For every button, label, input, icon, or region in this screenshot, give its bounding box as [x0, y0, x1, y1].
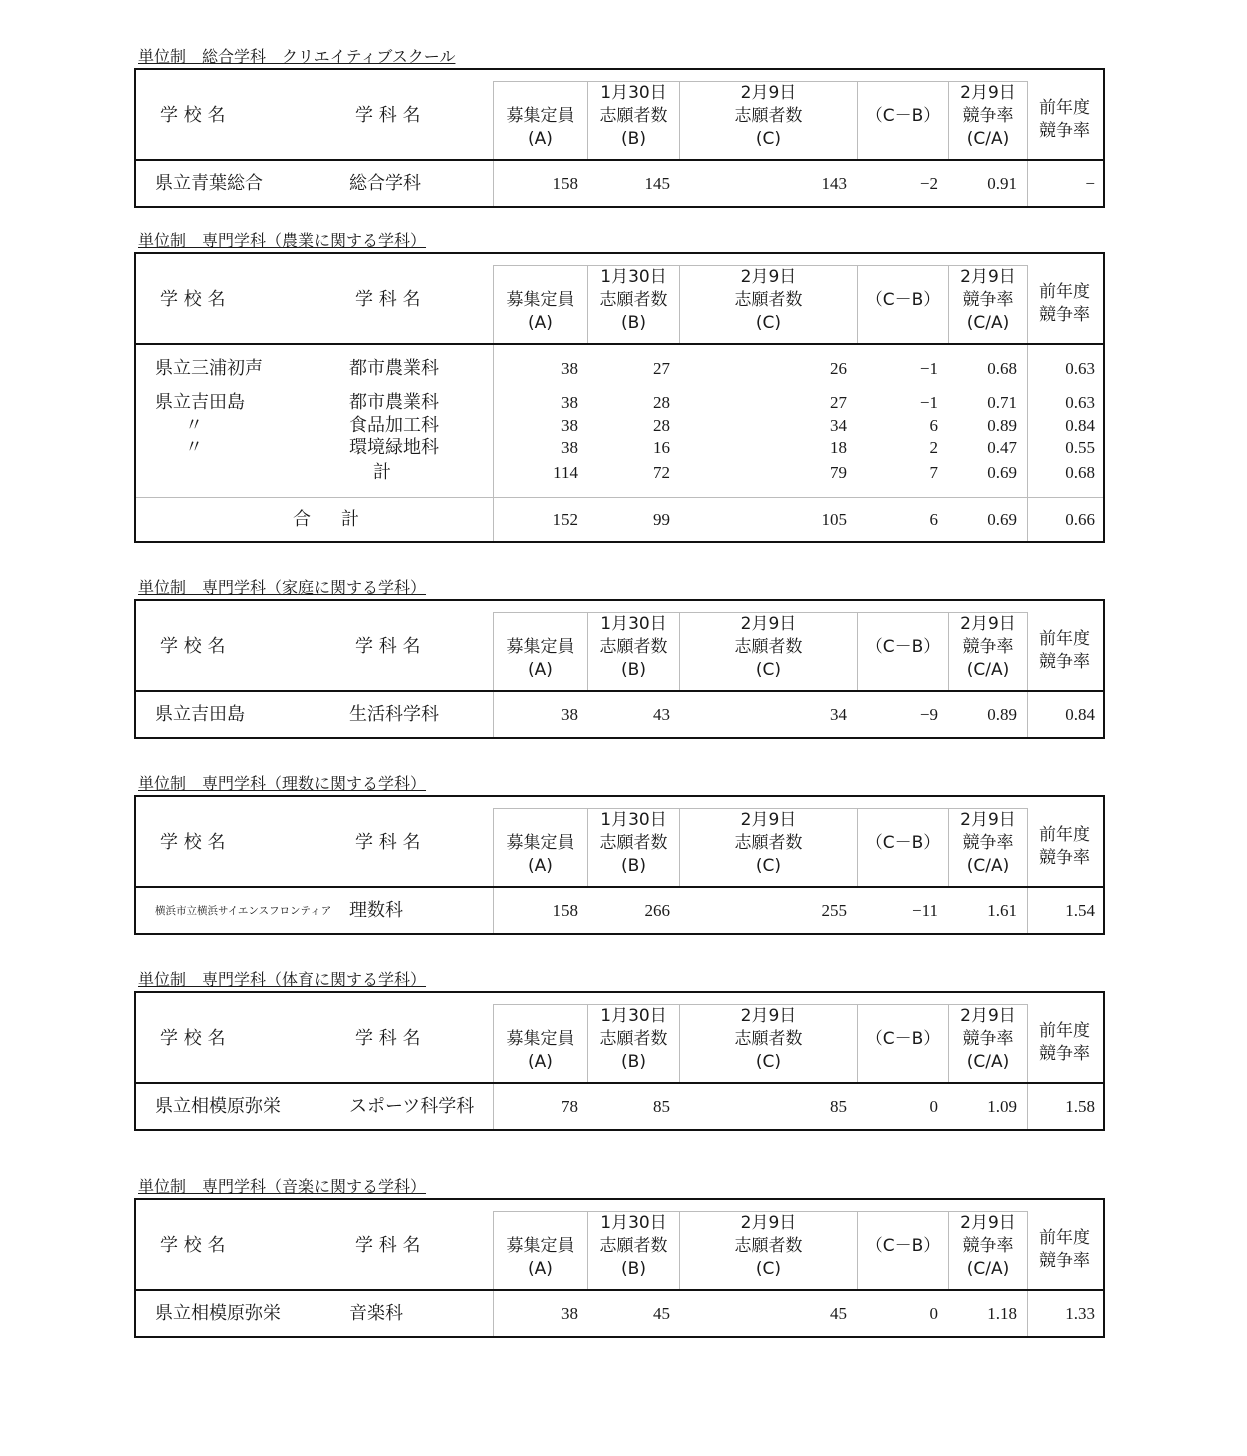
- header-line: 志願者数: [734, 106, 803, 126]
- header-line: 募集定員: [506, 1236, 575, 1256]
- cell-school-ditto: 〃: [185, 415, 203, 436]
- cell-school: 県立三浦初声: [155, 358, 263, 379]
- header-line: (C): [755, 1052, 782, 1072]
- header-line: (C): [755, 313, 782, 333]
- header-jan30-applicants: [587, 81, 679, 159]
- results-table-sogo: [134, 68, 1105, 208]
- table-row: [136, 358, 1103, 380]
- cell-capacity: 38: [561, 438, 578, 457]
- cell-rate: 1.18: [987, 1304, 1017, 1323]
- header-line: 競争率: [962, 637, 1014, 657]
- header-line: 競争率: [1039, 652, 1090, 672]
- header-competition-rate: [948, 1211, 1028, 1289]
- cell-rate: 0.89: [987, 705, 1017, 724]
- cell-jan30: 28: [653, 416, 670, 435]
- header-previous-rate: [1027, 1211, 1102, 1289]
- header-competition-rate: [948, 612, 1028, 690]
- header-line: 競争率: [962, 106, 1014, 126]
- cell-school: 横浜市立横浜サイエンスフロンティア: [155, 905, 332, 917]
- header-line: [858, 1258, 948, 1281]
- cell-feb9: 79: [830, 463, 847, 482]
- cell-capacity: 38: [561, 705, 578, 724]
- table-row: [136, 437, 1103, 459]
- header-previous-rate: [1027, 265, 1102, 343]
- results-table-music: [134, 1198, 1105, 1338]
- header-feb9-applicants: [679, 81, 857, 159]
- cell-jan30: 72: [653, 463, 670, 482]
- cell-feb9: 105: [821, 510, 847, 529]
- cell-school: 県立吉田島: [155, 704, 245, 725]
- cell-jan30: 266: [644, 901, 670, 920]
- cell-difference: 2: [929, 438, 938, 457]
- header-line: 志願者数: [599, 1029, 668, 1049]
- header-line: [858, 1212, 948, 1235]
- header-line: [858, 659, 948, 682]
- header-line: 志願者数: [599, 833, 668, 853]
- cell-department: 都市農業科: [349, 392, 439, 413]
- header-line: 1月30日: [600, 1213, 667, 1233]
- header-line: 2月9日: [740, 810, 797, 830]
- header-difference: [857, 1004, 948, 1082]
- header-capacity: [493, 1004, 587, 1082]
- header-line: 競争率: [962, 1236, 1014, 1256]
- header-divider: [136, 690, 1103, 692]
- cell-difference: 6: [929, 416, 938, 435]
- header-school-name: 学 校 名: [160, 289, 226, 310]
- header-line: [494, 1212, 587, 1235]
- header-line: 競争率: [962, 1029, 1014, 1049]
- section-title-music: 単位制 専門学科（音楽に関する学科）: [138, 1177, 427, 1196]
- cell-rate: 0.47: [987, 438, 1017, 457]
- cell-capacity: 38: [561, 393, 578, 412]
- cell-capacity: 158: [552, 901, 578, 920]
- cell-department: 音楽科: [349, 1303, 403, 1324]
- header-school-name: 学 校 名: [160, 1028, 226, 1049]
- section-title-physical-education: 単位制 専門学科（体育に関する学科）: [138, 970, 427, 989]
- cell-rate: 0.91: [987, 174, 1017, 193]
- cell-previous-rate: −: [1085, 174, 1095, 193]
- cell-capacity: 38: [561, 1304, 578, 1323]
- header-previous-rate: [1027, 612, 1102, 690]
- cell-school: 県立相模原弥栄: [155, 1096, 281, 1117]
- header-feb9-applicants: [679, 612, 857, 690]
- cell-department: 都市農業科: [349, 358, 439, 379]
- cell-school-ditto: 〃: [185, 437, 203, 458]
- header-previous-rate: [1027, 808, 1102, 886]
- header-department-name: 学 科 名: [355, 636, 421, 657]
- header-capacity: [493, 808, 587, 886]
- header-jan30-applicants: [587, 808, 679, 886]
- cell-rate: 0.89: [987, 416, 1017, 435]
- header-line: 志願者数: [734, 290, 803, 310]
- cell-feb9: 143: [821, 174, 847, 193]
- cell-school: 県立相模原弥栄: [155, 1303, 281, 1324]
- cell-department: 環境緑地科: [349, 437, 439, 458]
- header-line: 志願者数: [734, 833, 803, 853]
- header-line: [858, 82, 948, 105]
- section-title-science-math: 単位制 専門学科（理数に関する学科）: [138, 774, 427, 793]
- header-divider: [136, 1082, 1103, 1084]
- header-line: (B): [621, 660, 646, 680]
- header-competition-rate: [948, 81, 1028, 159]
- header-line: 募集定員: [506, 106, 575, 126]
- header-line: 志願者数: [734, 1029, 803, 1049]
- results-table-physical-education: [134, 991, 1105, 1131]
- cell-feb9: 18: [830, 438, 847, 457]
- cell-previous-rate: 1.33: [1065, 1304, 1095, 1323]
- cell-department: 理数科: [349, 900, 403, 921]
- cell-rate: 0.68: [987, 359, 1017, 378]
- header-line: 志願者数: [599, 637, 668, 657]
- header-line: 2月9日: [960, 1213, 1016, 1233]
- cell-previous-rate: 1.58: [1065, 1097, 1095, 1116]
- header-line: (C/A): [966, 313, 1010, 333]
- cell-jan30: 145: [644, 174, 670, 193]
- cell-department: 食品加工科: [349, 415, 439, 436]
- header-line: 競争率: [1039, 121, 1090, 141]
- cell-difference: −1: [919, 359, 938, 378]
- header-line: (C): [755, 1259, 782, 1279]
- cell-jan30: 27: [653, 359, 670, 378]
- header-line: 1月30日: [600, 1006, 667, 1026]
- header-divider: [136, 886, 1103, 888]
- header-feb9-applicants: [679, 808, 857, 886]
- header-jan30-applicants: [587, 265, 679, 343]
- results-table-home-economics: [134, 599, 1105, 739]
- table-row: [136, 392, 1103, 414]
- header-line: 競争率: [1039, 1044, 1090, 1064]
- header-line: 2月9日: [960, 83, 1016, 103]
- cell-jan30: 43: [653, 705, 670, 724]
- cell-capacity: 38: [561, 359, 578, 378]
- header-feb9-applicants: [679, 1004, 857, 1082]
- header-line: [494, 82, 587, 105]
- header-line: 2月9日: [740, 614, 797, 634]
- header-line: 2月9日: [960, 267, 1016, 287]
- header-line: （C－B）: [865, 106, 941, 126]
- header-capacity: [493, 81, 587, 159]
- header-feb9-applicants: [679, 265, 857, 343]
- header-line: （C－B）: [865, 290, 941, 310]
- header-line: 募集定員: [506, 637, 575, 657]
- header-line: (A): [528, 1052, 553, 1072]
- header-jan30-applicants: [587, 1004, 679, 1082]
- header-capacity: [493, 1211, 587, 1289]
- header-department-name: 学 科 名: [355, 1028, 421, 1049]
- header-line: 競争率: [1039, 848, 1090, 868]
- header-line: (A): [528, 660, 553, 680]
- header-line: 志願者数: [599, 106, 668, 126]
- header-line: 2月9日: [960, 810, 1016, 830]
- total-divider: [136, 497, 1103, 498]
- cell-rate: 0.69: [987, 463, 1017, 482]
- header-line: 競争率: [962, 290, 1014, 310]
- header-line: (B): [621, 1259, 646, 1279]
- section-title-home-economics: 単位制 専門学科（家庭に関する学科）: [138, 578, 427, 597]
- header-line: 前年度: [1039, 282, 1090, 302]
- header-line: 2月9日: [960, 614, 1016, 634]
- cell-previous-rate: 0.63: [1065, 359, 1095, 378]
- results-table-agriculture: [134, 252, 1105, 543]
- cell-jan30: 45: [653, 1304, 670, 1323]
- cell-capacity: 78: [561, 1097, 578, 1116]
- table-row: [136, 173, 1103, 195]
- header-line: 2月9日: [740, 1006, 797, 1026]
- cell-previous-rate: 0.68: [1065, 463, 1095, 482]
- cell-previous-rate: 0.55: [1065, 438, 1095, 457]
- header-competition-rate: [948, 265, 1028, 343]
- cell-feb9: 26: [830, 359, 847, 378]
- cell-school: 県立青葉総合: [155, 173, 263, 194]
- section-title-agriculture: 単位制 専門学科（農業に関する学科）: [138, 231, 427, 250]
- header-line: 1月30日: [600, 614, 667, 634]
- header-line: 前年度: [1039, 629, 1090, 649]
- header-divider: [136, 343, 1103, 345]
- header-divider: [136, 1289, 1103, 1291]
- cell-previous-rate: 0.63: [1065, 393, 1095, 412]
- header-line: （C－B）: [865, 833, 941, 853]
- cell-department: 総合学科: [349, 173, 421, 194]
- header-line: (C/A): [966, 1052, 1010, 1072]
- header-department-name: 学 科 名: [355, 1235, 421, 1256]
- header-line: (C): [755, 129, 782, 149]
- header-line: [494, 613, 587, 636]
- header-department-name: 学 科 名: [355, 105, 421, 126]
- cell-capacity: 158: [552, 174, 578, 193]
- header-department-name: 学 科 名: [355, 832, 421, 853]
- header-difference: [857, 612, 948, 690]
- cell-feb9: 27: [830, 393, 847, 412]
- header-line: [858, 128, 948, 151]
- header-line: 前年度: [1039, 825, 1090, 845]
- header-jan30-applicants: [587, 1211, 679, 1289]
- header-line: 募集定員: [506, 1029, 575, 1049]
- header-line: (C/A): [966, 1259, 1010, 1279]
- header-line: 1月30日: [600, 810, 667, 830]
- header-line: (B): [621, 1052, 646, 1072]
- header-line: 2月9日: [960, 1006, 1016, 1026]
- table-row: [136, 1096, 1103, 1118]
- header-line: [494, 1005, 587, 1028]
- header-line: (C/A): [966, 856, 1010, 876]
- cell-jan30: 16: [653, 438, 670, 457]
- cell-rate: 1.09: [987, 1097, 1017, 1116]
- cell-jan30: 28: [653, 393, 670, 412]
- header-competition-rate: [948, 1004, 1028, 1082]
- cell-difference: −11: [912, 901, 938, 920]
- header-line: 前年度: [1039, 1021, 1090, 1041]
- header-line: [858, 613, 948, 636]
- cell-difference: 0: [929, 1097, 938, 1116]
- cell-total-label: 合 計: [293, 509, 365, 530]
- header-line: （C－B）: [865, 637, 941, 657]
- header-line: 競争率: [1039, 1251, 1090, 1271]
- table-row: [136, 415, 1103, 437]
- header-previous-rate: [1027, 1004, 1102, 1082]
- header-line: （C－B）: [865, 1029, 941, 1049]
- cell-difference: −2: [919, 174, 938, 193]
- table-row: [136, 900, 1103, 922]
- cell-rate: 0.69: [987, 510, 1017, 529]
- header-department-name: 学 科 名: [355, 289, 421, 310]
- cell-difference: −9: [919, 705, 938, 724]
- header-line: [858, 266, 948, 289]
- header-jan30-applicants: [587, 612, 679, 690]
- results-table-science-math: [134, 795, 1105, 935]
- header-divider: [136, 159, 1103, 161]
- header-line: (A): [528, 856, 553, 876]
- header-line: 前年度: [1039, 98, 1090, 118]
- header-line: (C/A): [966, 660, 1010, 680]
- header-line: (C): [755, 856, 782, 876]
- subtotal-row: [136, 462, 1103, 484]
- table-row: [136, 1303, 1103, 1325]
- cell-capacity: 152: [552, 510, 578, 529]
- cell-previous-rate: 0.84: [1065, 705, 1095, 724]
- header-line: 前年度: [1039, 1228, 1090, 1248]
- header-line: 2月9日: [740, 1213, 797, 1233]
- cell-difference: −1: [919, 393, 938, 412]
- header-line: 募集定員: [506, 290, 575, 310]
- header-capacity: [493, 612, 587, 690]
- cell-feb9: 85: [830, 1097, 847, 1116]
- header-line: 2月9日: [740, 83, 797, 103]
- cell-feb9: 255: [821, 901, 847, 920]
- header-line: [494, 809, 587, 832]
- header-line: 志願者数: [734, 637, 803, 657]
- cell-capacity: 114: [553, 463, 578, 482]
- cell-school: 県立吉田島: [155, 392, 245, 413]
- header-line: 募集定員: [506, 833, 575, 853]
- header-difference: [857, 1211, 948, 1289]
- header-line: 1月30日: [600, 83, 667, 103]
- cell-feb9: 45: [830, 1304, 847, 1323]
- cell-department: 生活科学科: [349, 704, 439, 725]
- header-line: (C): [755, 660, 782, 680]
- header-line: [858, 809, 948, 832]
- section-title-sogo: 単位制 総合学科 クリエイティブスクール: [138, 47, 456, 66]
- cell-previous-rate: 0.66: [1065, 510, 1095, 529]
- cell-feb9: 34: [830, 705, 847, 724]
- header-line: (C/A): [966, 129, 1010, 149]
- table-row: [136, 704, 1103, 726]
- cell-subtotal-label: 計: [373, 462, 391, 483]
- header-line: (B): [621, 129, 646, 149]
- header-line: 志願者数: [599, 290, 668, 310]
- cell-department: スポーツ科学科: [349, 1096, 475, 1117]
- header-line: (B): [621, 313, 646, 333]
- header-school-name: 学 校 名: [160, 105, 226, 126]
- header-feb9-applicants: [679, 1211, 857, 1289]
- header-line: [858, 1051, 948, 1074]
- header-line: 志願者数: [599, 1236, 668, 1256]
- header-line: （C－B）: [865, 1236, 941, 1256]
- cell-difference: 6: [929, 510, 938, 529]
- header-school-name: 学 校 名: [160, 832, 226, 853]
- header-line: 2月9日: [740, 267, 797, 287]
- cell-difference: 7: [929, 463, 938, 482]
- header-line: [494, 266, 587, 289]
- header-line: 競争率: [1039, 305, 1090, 325]
- cell-rate: 0.71: [987, 393, 1017, 412]
- header-line: [858, 1005, 948, 1028]
- cell-jan30: 85: [653, 1097, 670, 1116]
- header-difference: [857, 808, 948, 886]
- header-difference: [857, 265, 948, 343]
- header-line: (A): [528, 1259, 553, 1279]
- header-line: 競争率: [962, 833, 1014, 853]
- header-capacity: [493, 265, 587, 343]
- header-difference: [857, 81, 948, 159]
- header-line: 1月30日: [600, 267, 667, 287]
- header-previous-rate: [1027, 81, 1102, 159]
- header-line: (A): [528, 129, 553, 149]
- cell-capacity: 38: [561, 416, 578, 435]
- cell-rate: 1.61: [987, 901, 1017, 920]
- cell-previous-rate: 1.54: [1065, 901, 1095, 920]
- cell-jan30: 99: [653, 510, 670, 529]
- cell-feb9: 34: [830, 416, 847, 435]
- cell-previous-rate: 0.84: [1065, 416, 1095, 435]
- cell-difference: 0: [929, 1304, 938, 1323]
- total-row: [136, 509, 1103, 531]
- header-line: (B): [621, 856, 646, 876]
- header-line: [858, 855, 948, 878]
- header-line: (A): [528, 313, 553, 333]
- header-school-name: 学 校 名: [160, 636, 226, 657]
- header-line: [858, 312, 948, 335]
- header-line: 志願者数: [734, 1236, 803, 1256]
- header-school-name: 学 校 名: [160, 1235, 226, 1256]
- header-competition-rate: [948, 808, 1028, 886]
